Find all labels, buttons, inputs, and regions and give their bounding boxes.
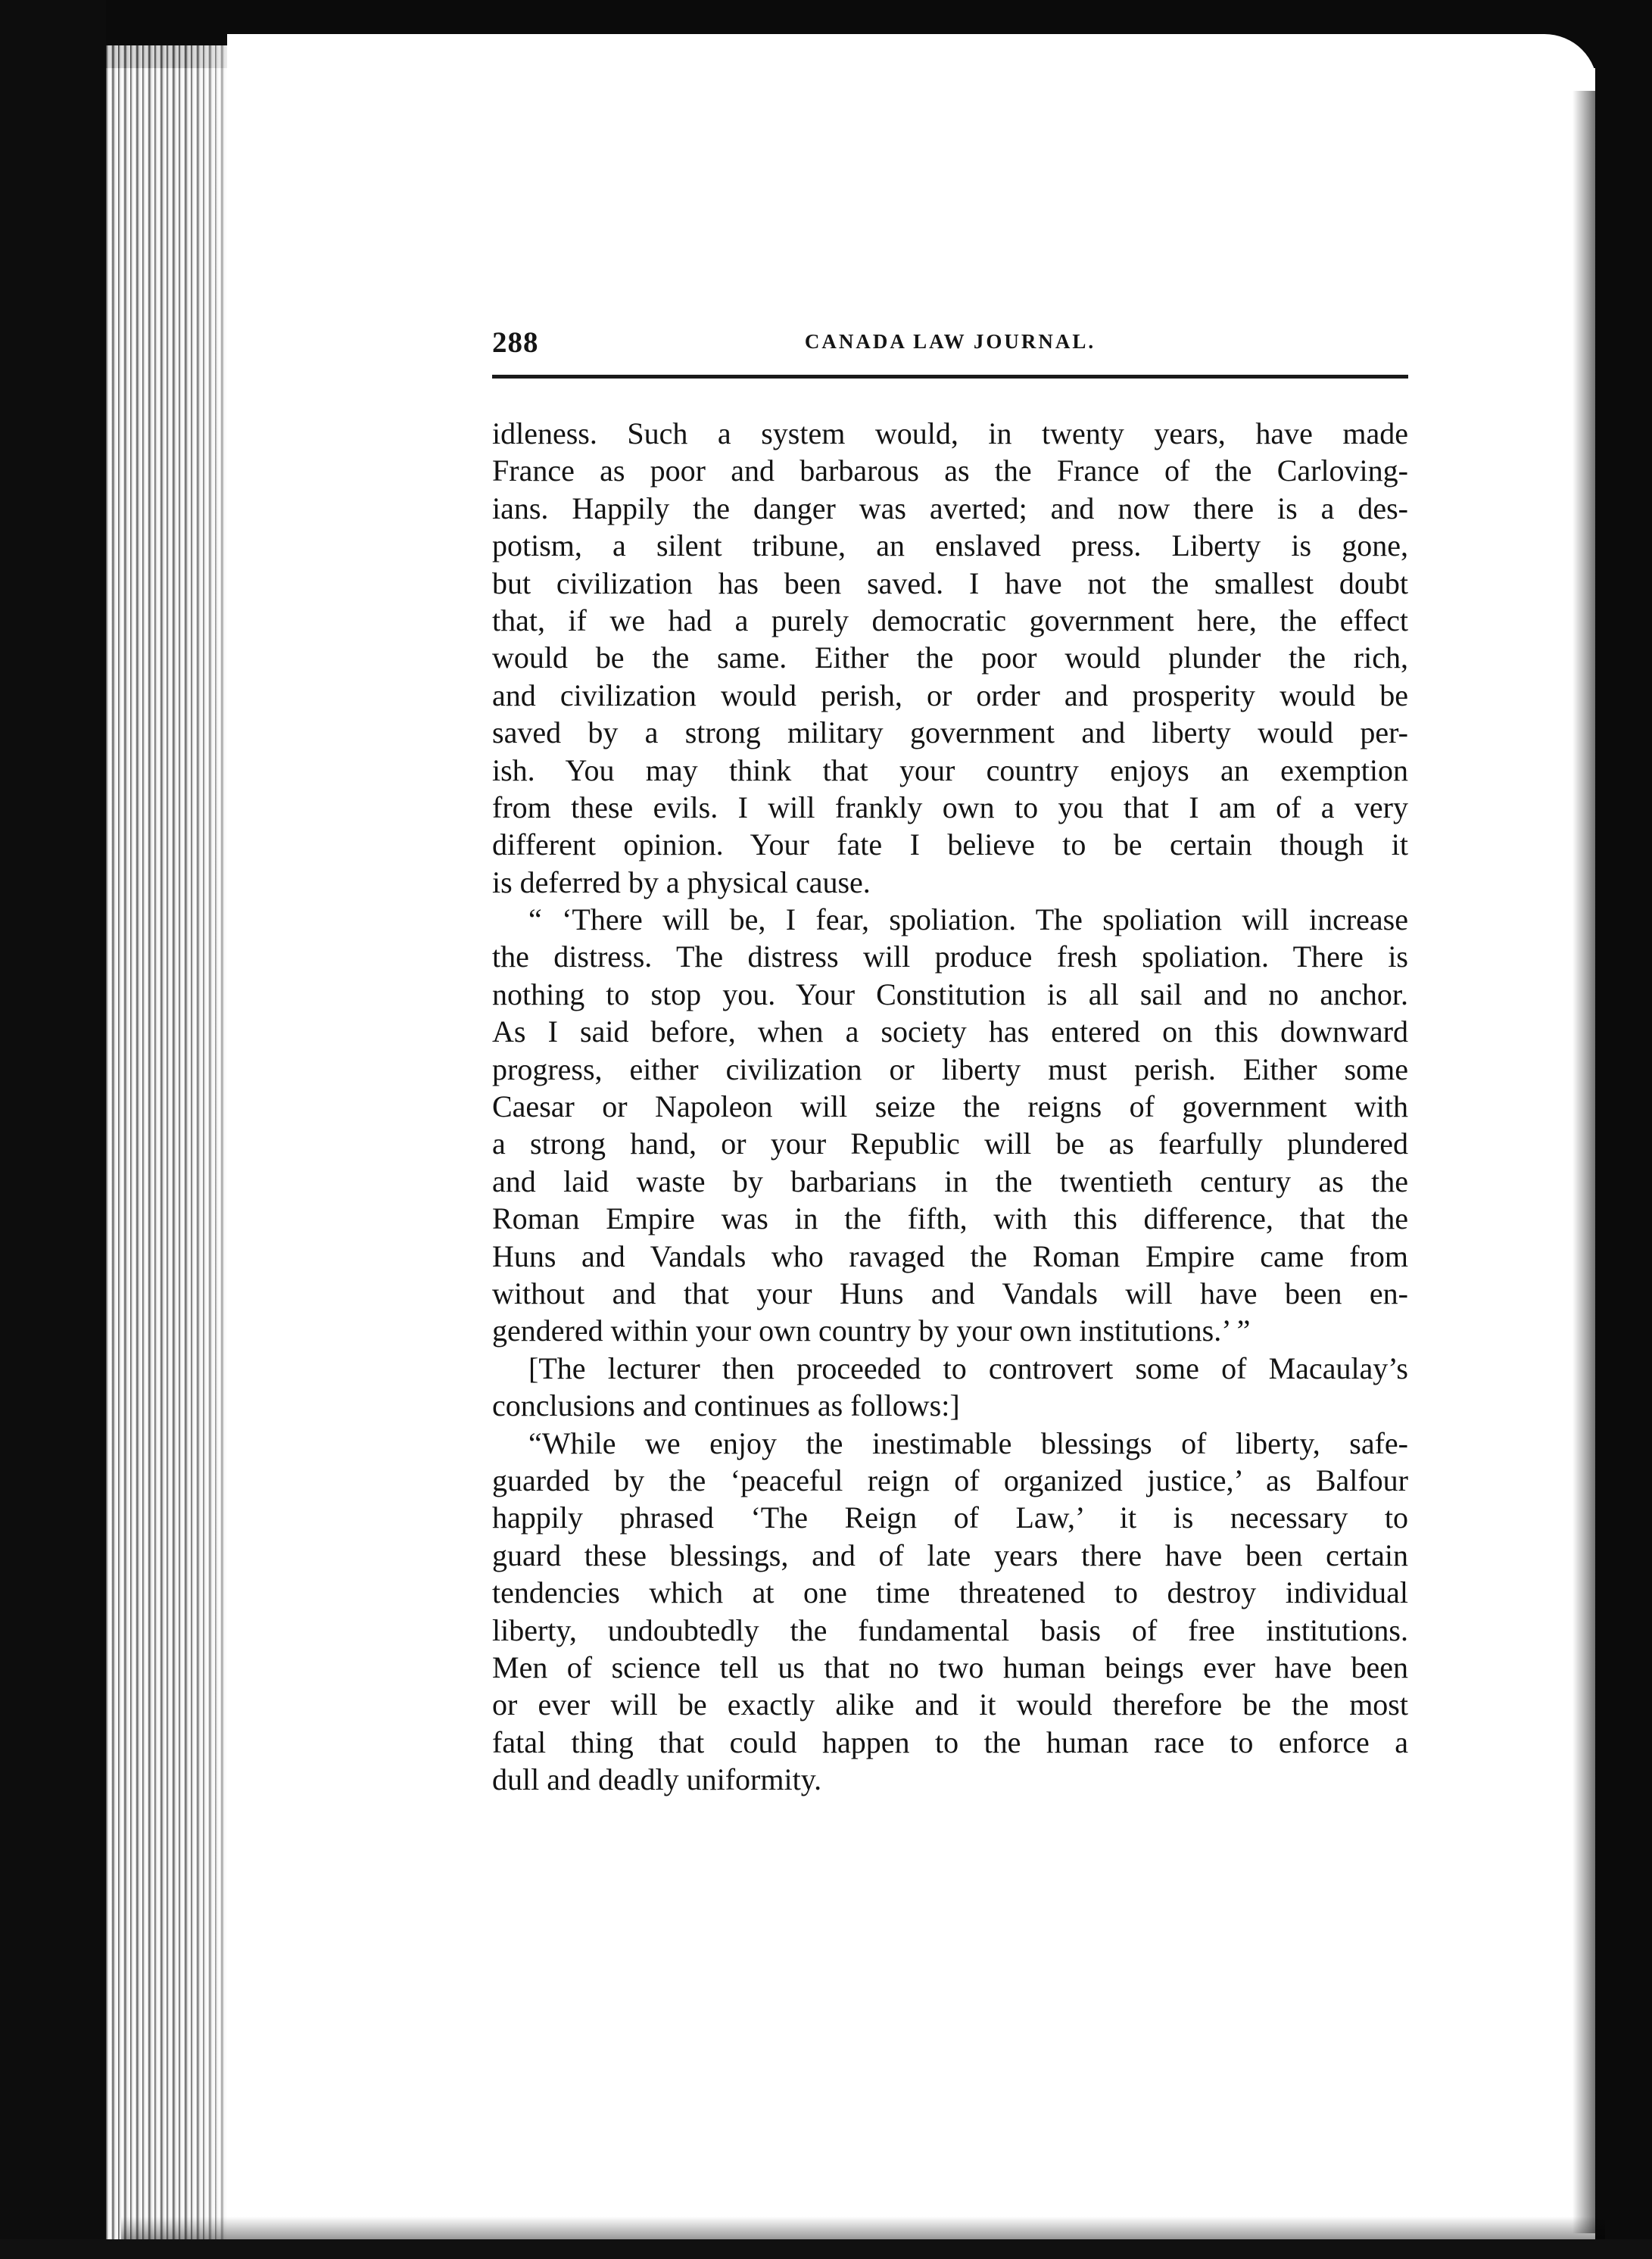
text-line: and laid waste by barbarians in the twentieth century as the xyxy=(492,1164,1408,1198)
text-line: “ ‘There will be, I fear, spoliation. The spoliation will increase xyxy=(528,902,1408,937)
text-line: nothing to stop you. Your Constitution is all sail and no anchor. xyxy=(492,977,1408,1011)
page-bottom-shadow xyxy=(121,2217,1605,2239)
text-line: “While we enjoy the inestimable blessings of liberty, safe- xyxy=(528,1426,1408,1460)
text-line: Caesar or Napoleon will seize the reigns of government with xyxy=(492,1089,1408,1124)
page-right-shadow xyxy=(1573,91,1595,2233)
text-line: saved by a strong military government and liberty would per- xyxy=(492,715,1408,750)
text-line: gendered within your own country by your own institutions.’ ” xyxy=(492,1313,1251,1348)
text-line: progress, either civilization or liberty must perish. Either some xyxy=(492,1052,1408,1086)
text-line: different opinion. Your fate I believe to be certain though it xyxy=(492,827,1408,862)
text-line: Huns and Vandals who ravaged the Roman Empire came from xyxy=(492,1239,1408,1273)
text-line: a strong hand, or your Republic will be as fearfully plundered xyxy=(492,1126,1408,1161)
text-line: but civilization has been saved. I have not the smallest doubt xyxy=(492,566,1408,600)
text-line: France as poor and barbarous as the France of the Carloving- xyxy=(492,453,1408,488)
text-line: idleness. Such a system would, in twenty years, have made xyxy=(492,416,1408,450)
body-text xyxy=(492,415,1408,1798)
text-line: potism, a silent tribune, an enslaved press. Liberty is gone, xyxy=(492,528,1408,563)
scanner-background-right xyxy=(1595,0,1652,2259)
page-number: 288 xyxy=(492,326,539,359)
scanner-background-left xyxy=(0,0,106,2259)
text-line: ish. You may think that your country enjoys an exemption xyxy=(492,752,1408,787)
text-line: without and that your Huns and Vandals will have been en- xyxy=(492,1276,1408,1310)
text-line: guarded by the ‘peaceful reign of organized justice,’ as Balfour xyxy=(492,1463,1408,1497)
text-line: dull and deadly uniformity. xyxy=(492,1762,822,1797)
text-line: ians. Happily the danger was averted; and now there is a des- xyxy=(492,491,1408,525)
running-head: CANADA LAW JOURNAL. xyxy=(804,330,1096,353)
text-line: [The lecturer then proceeded to controvert some of Macaulay’s xyxy=(528,1351,1408,1385)
text-line: guard these blessings, and of late years there have been certain xyxy=(492,1538,1408,1572)
text-line: happily phrased ‘The Reign of Law,’ it is necessary to xyxy=(492,1500,1408,1535)
scanner-background-bottom xyxy=(0,2239,1652,2259)
text-line: conclusions and continues as follows:] xyxy=(492,1388,960,1423)
text-line: the distress. The distress will produce fresh spoliation. There is xyxy=(492,939,1408,974)
text-line: or ever will be exactly alike and it would therefore be the most xyxy=(492,1687,1408,1722)
page-edge-fade xyxy=(189,45,280,2241)
page-header xyxy=(492,326,1408,379)
text-line: As I said before, when a society has entered on this downward xyxy=(492,1014,1408,1049)
text-line: from these evils. I will frankly own to you that I am of a very xyxy=(492,790,1408,824)
text-line: would be the same. Either the poor would plunder the rich, xyxy=(492,640,1408,675)
text-line: liberty, undoubtedly the fundamental basis of free institutions. xyxy=(492,1612,1408,1647)
text-line: tendencies which at one time threatened to destroy individual xyxy=(492,1575,1408,1610)
text-line: Roman Empire was in the fifth, with this difference, that the xyxy=(492,1201,1408,1236)
header-rule xyxy=(492,375,1408,379)
text-line: Men of science tell us that no two human beings ever have been xyxy=(492,1650,1408,1684)
text-line: and civilization would perish, or order and prosperity would be xyxy=(492,678,1408,712)
text-line: that, if we had a purely democratic government here, the effect xyxy=(492,603,1408,637)
text-line: fatal thing that could happen to the human race to enforce a xyxy=(492,1725,1408,1759)
text-line: is deferred by a physical cause. xyxy=(492,865,871,899)
